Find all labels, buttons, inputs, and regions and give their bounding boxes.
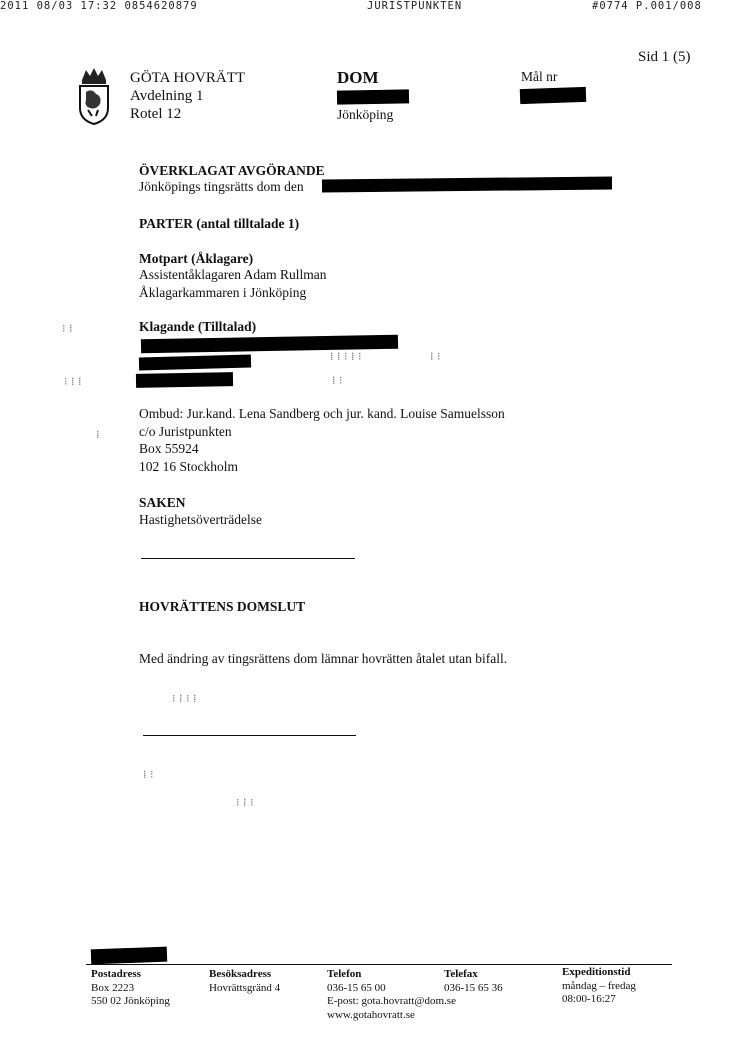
appealed-decision-heading: ÖVERKLAGAT AVGÖRANDE <box>139 163 325 178</box>
footer-hours <box>562 966 636 1007</box>
scan-speck: ⁝ ⁞ <box>62 322 73 335</box>
scan-speck: ⁞ ⁝ <box>430 350 441 363</box>
matter-heading: SAKEN <box>139 495 186 510</box>
scan-speck: ⁞ ⁝ <box>332 374 343 387</box>
footer-fax-value: 036-15 65 36 <box>444 981 503 994</box>
redacted-date <box>337 89 409 104</box>
footer-phone-value: 036-15 65 00 <box>327 981 386 994</box>
footer-hours-days: måndag – fredag <box>562 979 636 992</box>
footer-visit <box>209 968 280 995</box>
scan-speck: ⁝ ⁞ ⁝ ⁞ <box>172 692 197 705</box>
counsel-names: Ombud: Jur.kand. Lena Sandberg och jur. kand. Louise Samuelsson <box>139 406 505 421</box>
page-number: Sid 1 (5) <box>638 49 691 65</box>
appealed-decision-text: Jönköpings tingsrätts dom den <box>139 179 304 194</box>
footer-email[interactable]: E-post: gota.hovratt@dom.se <box>327 995 456 1007</box>
verdict-heading: HOVRÄTTENS DOMSLUT <box>139 599 306 614</box>
fax-page-number: #0774 P.001/008 <box>592 0 702 12</box>
footer-phone-label: Telefon <box>327 968 362 980</box>
footer-hours-label: Expeditionstid <box>562 966 631 978</box>
case-number-label: Mål nr <box>521 69 558 84</box>
scan-speck: ⁝ ⁞ ⁝ <box>236 796 254 809</box>
footer-fax <box>444 968 503 995</box>
footer-fax-label: Telefax <box>444 968 478 980</box>
footer-hours-time: 08:00-16:27 <box>562 993 616 1005</box>
footer-postal-label: Postadress <box>91 968 141 980</box>
section-divider <box>141 558 355 559</box>
redacted-footer-reference <box>91 947 167 965</box>
verdict-text: Med ändring av tingsrättens dom lämnar hovrätten åtalet utan bifall. <box>139 651 508 666</box>
scan-speck: ⁞ ⁝ <box>143 768 154 781</box>
footer-website[interactable]: www.gotahovratt.se <box>327 1008 415 1021</box>
parties-heading: PARTER (antal tilltalade 1) <box>139 216 300 231</box>
redacted-appellant-city <box>136 372 233 388</box>
footer-visit-label: Besöksadress <box>209 968 272 980</box>
counsel-co: c/o Juristpunkten <box>139 424 232 439</box>
counsel-postcode: 102 16 Stockholm <box>139 459 239 474</box>
counterparty-office: Åklagarkammaren i Jönköping <box>139 285 307 300</box>
fax-datetime: 2011 08/03 17:32 0854620879 <box>0 0 198 12</box>
redacted-appellant-address <box>139 355 251 371</box>
footer-visit-line1: Hovrättsgränd 4 <box>209 981 281 994</box>
footer-postal-line1: Box 2223 <box>91 981 135 994</box>
fax-sender: JURISTPUNKTEN <box>367 0 463 12</box>
section-divider <box>143 735 356 736</box>
redacted-appealed-date <box>322 176 612 192</box>
court-name: GÖTA HOVRÄTT <box>130 70 246 86</box>
court-coat-of-arms-icon <box>76 66 112 126</box>
appellant-heading: Klagande (Tilltalad) <box>139 319 257 334</box>
document-city: Jönköping <box>337 107 394 122</box>
footer-phone <box>327 968 456 1022</box>
footer-rule <box>86 964 672 965</box>
court-rotel: Rotel 12 <box>130 106 182 122</box>
scan-speck: ⁞ ⁞ ⁝ ⁞ ⁝ <box>330 350 362 363</box>
redacted-case-number <box>520 87 586 104</box>
counterparty-prosecutor: Assistentåklagaren Adam Rullman <box>139 267 327 282</box>
scan-speck: ⁞ <box>96 428 100 441</box>
court-division: Avdelning 1 <box>130 88 204 104</box>
matter-text: Hastighetsöverträdelse <box>139 512 262 527</box>
counterparty-heading: Motpart (Åklagare) <box>139 251 254 266</box>
footer-postal <box>91 968 170 1009</box>
document-title: DOM <box>337 68 379 87</box>
scan-speck: ⁝ ⁞ ⁞ <box>64 375 82 388</box>
counsel-box: Box 55924 <box>139 441 199 456</box>
footer-postal-line2: 550 02 Jönköping <box>91 995 170 1007</box>
